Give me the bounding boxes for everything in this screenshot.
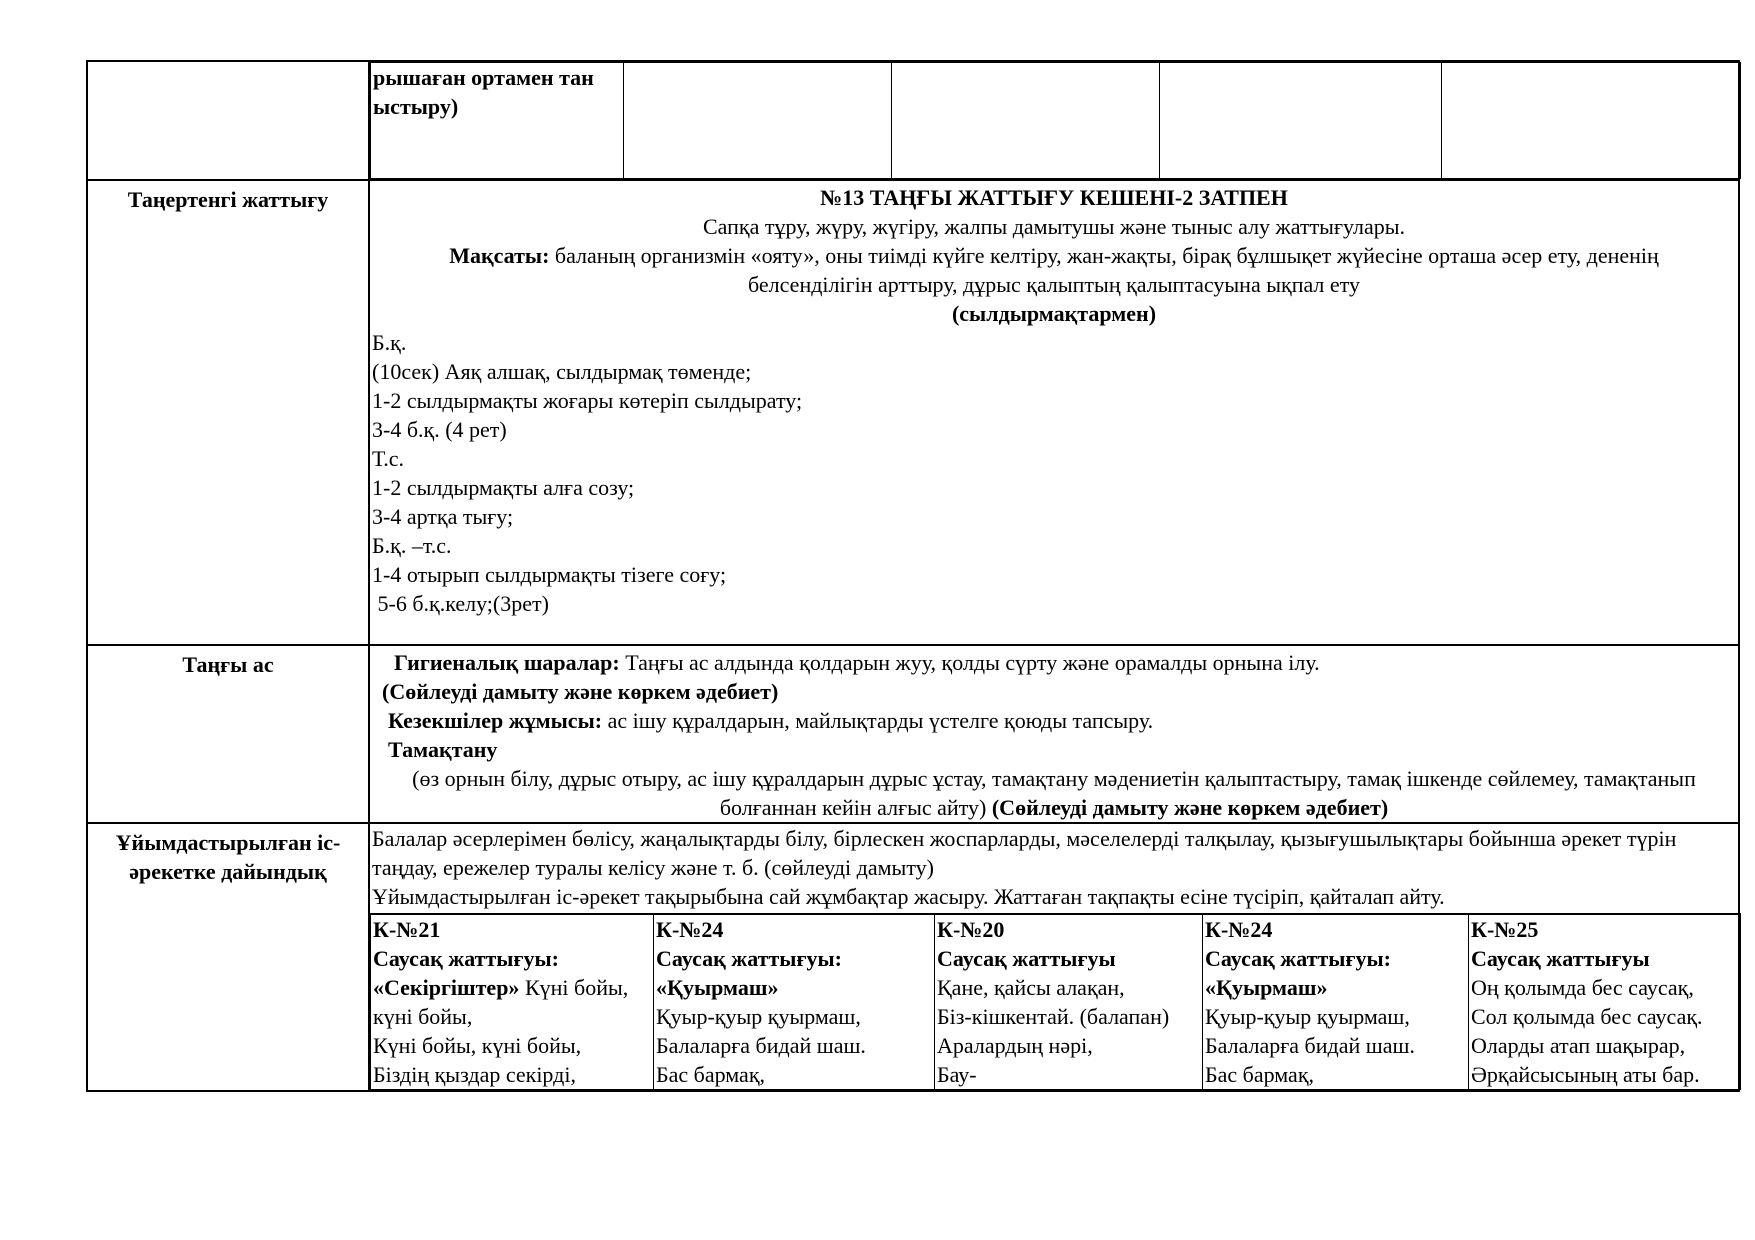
exercise-step: 1-2 сылдырмақты жоғары көтеріп сылдырату;: [372, 388, 803, 413]
morning-exercise-label: Таңертенгі жаттығу: [87, 180, 369, 645]
card-line: Қане, қайсы алақан,: [937, 975, 1125, 1000]
card-code: К-№24: [1205, 917, 1273, 942]
card-line: Қуыр-қуыр қуырмаш,: [656, 1004, 861, 1029]
continuation-label-cell: [87, 61, 369, 180]
goal-text: баланың организмін «ояту», оны тиімді күйге келтіру, жан-жақты, бірақ бұлшықет жүйесіне орташа әсер ету, дененің белсенділігін арттыру, дұрыс қалыптың қалыптасуына ықпал ету: [549, 243, 1659, 297]
preparation-text-1: Балалар әсерлерімен бөлісу, жаңалықтарды білу, бірлескен жоспарларды, мәселелерді талқылау, қызығушылықтары бойынша әрекет түрін таңдау, ережелер туралы келісу және т. б. (сөйлеуді дамыту): [372, 826, 1677, 880]
finger-exercise-cards: [370, 913, 1741, 1090]
hygiene-line: [372, 648, 1736, 677]
continuation-cell-5: [1442, 63, 1741, 179]
exercise-step: Т.с.: [372, 446, 405, 471]
card-line: Біз-кішкентай. (балапан): [937, 1004, 1170, 1029]
card-line: Балаларға бидай шаш.: [1205, 1033, 1415, 1058]
finger-card: [935, 914, 1203, 1090]
card-code: К-№20: [937, 917, 1005, 942]
exercise-steps: [372, 328, 1736, 618]
duty-label: Кезекшілер жұмысы:: [388, 708, 603, 733]
card-line: Оң қолымда бес саусақ,: [1471, 975, 1694, 1000]
card-line: Күні бойы, күні бойы,: [373, 1033, 582, 1058]
card-code: К-№25: [1471, 917, 1539, 942]
breakfast-area-2: (Сөйлеуді дамыту және көркем әдебиет): [991, 795, 1389, 820]
morning-exercise-row: [87, 180, 1739, 645]
card-line: Балаларға бидай шаш.: [656, 1033, 866, 1058]
card-title: Саусақ жаттығуы: «Қуырмаш»: [656, 946, 842, 1000]
card-code: К-№24: [656, 917, 724, 942]
exercise-step: 3-4 б.қ. (4 рет): [372, 417, 507, 442]
exercise-step: 1-4 отырып сылдырмақты тізеге соғу;: [372, 562, 727, 587]
breakfast-content: [369, 645, 1739, 823]
exercise-title: №13 ТАҢҒЫ ЖАТТЫҒУ КЕШЕНІ-2 ЗАТПЕН: [820, 185, 1288, 210]
continuation-cells: [369, 61, 1739, 180]
finger-card: [1469, 914, 1741, 1090]
preparation-text-2: Ұйымдастырылған іс-әрекет тақырыбына сай жұмбақтар жасыру. Жаттаған тақпақты есіне түсіріп, қайталап айту.: [372, 884, 1445, 909]
exercise-step: 3-4 артқа тығу;: [372, 504, 514, 529]
card-line: Бау-: [937, 1062, 977, 1087]
card-line: Аралардың нәрі,: [937, 1033, 1093, 1058]
hygiene-text: Таңғы ас алдында қолдарын жуу, қолды сүрту және орамалды орнына ілу.: [619, 650, 1320, 675]
goal-label: Мақсаты:: [449, 243, 550, 268]
card-title: Саусақ жаттығуы: «Қуырмаш»: [1205, 946, 1391, 1000]
continuation-cell-1: рышаған ортамен тан ыстыру): [371, 63, 624, 179]
card-title: Саусақ жаттығуы: [1471, 946, 1650, 971]
continuation-cell-3: [892, 63, 1160, 179]
duty-line: [372, 706, 1736, 735]
continuation-row: [87, 61, 1739, 180]
continuation-subtable: [370, 62, 1741, 179]
exercise-step: (10сек) Аяқ алшақ, сылдырмақ төменде;: [372, 359, 752, 384]
eating-line: [372, 764, 1736, 822]
preparation-label: Ұйымдастырылған іс-әрекетке дайындық: [87, 823, 369, 1091]
exercise-step: 1-2 сылдырмақты алға созу;: [372, 475, 635, 500]
exercise-step: Б.қ.: [372, 330, 407, 355]
morning-exercise-content: [369, 180, 1739, 645]
finger-card: [371, 914, 654, 1090]
card-line: Әрқайсысының аты бар.: [1471, 1062, 1700, 1087]
finger-card: [654, 914, 935, 1090]
breakfast-area-1: (Сөйлеуді дамыту және көркем әдебиет): [382, 679, 779, 704]
card-line: Бас бармақ,: [1205, 1062, 1315, 1087]
exercise-step: 5-6 б.қ.келу;(3рет): [372, 591, 549, 616]
preparation-row: [87, 823, 1739, 1091]
card-line: Біздің қыздар секірді,: [373, 1062, 576, 1087]
eating-text: (өз орнын білу, дұрыс отыру, ас ішу құралдарын дұрыс ұстау, тамақтану мәдениетін қалыптастыру, тамақ ішкенде сөйлемеу, тамақтанып болғаннан кейін алғыс айту): [412, 766, 1696, 820]
breakfast-row: [87, 645, 1739, 823]
card-line: Бас бармақ,: [656, 1062, 766, 1087]
card-line: Күні бойы, күні бойы,: [373, 975, 629, 1029]
card-code: К-№21: [373, 917, 441, 942]
card-line: Сол қолымда бес саусақ.: [1471, 1004, 1703, 1029]
exercise-step: Б.қ. –т.с.: [372, 533, 452, 558]
continuation-cell-2: [624, 63, 892, 179]
card-title: Саусақ жаттығуы: «Секіргіштер»: [373, 946, 559, 1000]
card-line: Қуыр-қуыр қуырмаш,: [1205, 1004, 1410, 1029]
continuation-cell-4: [1160, 63, 1442, 179]
breakfast-label: Таңғы ас: [87, 645, 369, 823]
card-title: Саусақ жаттығуы: [937, 946, 1116, 971]
finger-card: [1203, 914, 1469, 1090]
plan-table: [86, 60, 1740, 1092]
eating-label: Тамақтану: [388, 737, 498, 762]
exercise-subtitle: Сапқа тұру, жүру, жүгіру, жалпы дамытушы және тыныс алу жаттығулары.: [702, 214, 1406, 239]
exercise-equipment: (сылдырмақтармен): [951, 301, 1157, 326]
hygiene-label: Гигиеналық шаралар:: [394, 650, 620, 675]
card-line: Оларды атап шақырар,: [1471, 1033, 1686, 1058]
duty-text: ас ішу құралдарын, майлықтарды үстелге қоюды тапсыру.: [602, 708, 1154, 733]
exercise-goal: [372, 241, 1736, 299]
preparation-content: [369, 823, 1739, 1091]
